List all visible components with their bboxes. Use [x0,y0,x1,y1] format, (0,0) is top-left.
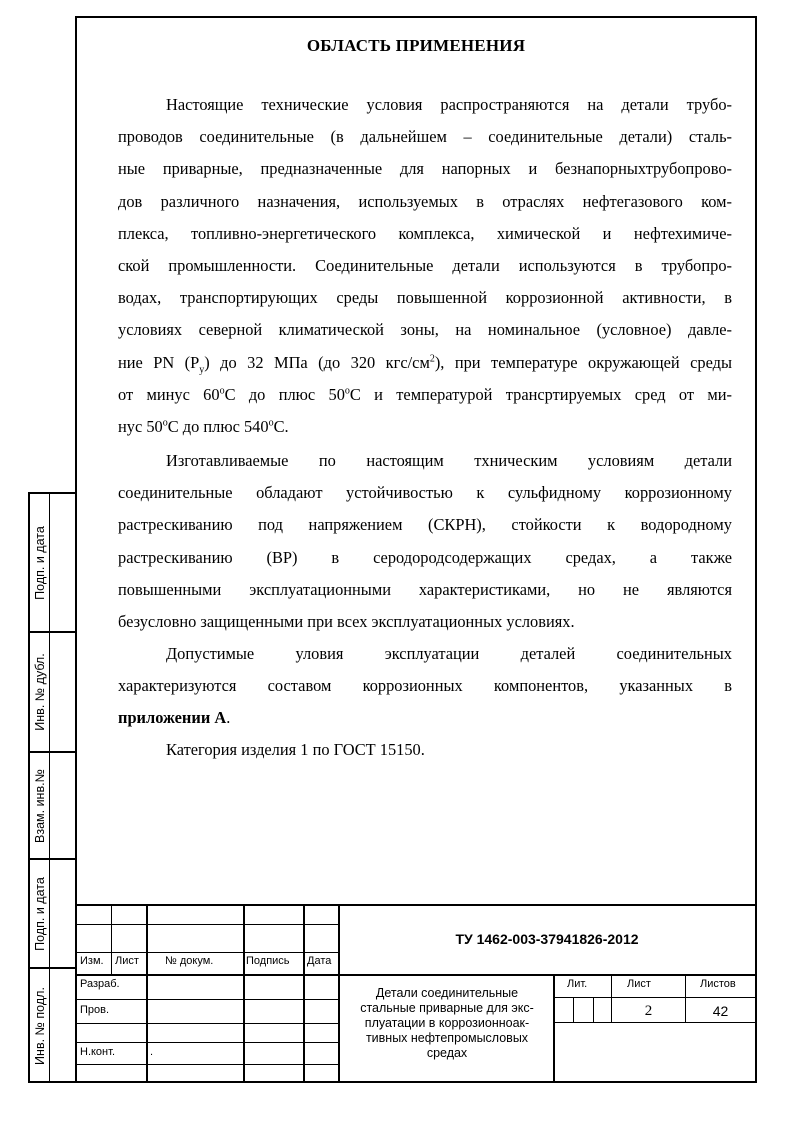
stamp-sheet-number: 2 [644,1003,653,1019]
text-line: Допустимые уловия эксплуатации деталей соединительных [166,644,732,663]
text-line: водах, транспортирующих среды повышенной коррозионной активности, в [118,288,732,308]
stamp-header-change: Изм. [80,955,104,967]
text-line: Настоящие технические условия распространяются на детали трубо- [166,95,732,114]
stamp-role-checked: Пров. [80,1004,110,1016]
text-line: приложении А. [118,708,231,728]
text-line: Категория изделия 1 по ГОСТ 15150. [166,740,425,759]
stamp-role-developed: Разраб. [80,978,120,990]
text-line: соединительные обладают устойчивостью к сульфидному коррозионному [118,483,732,503]
text-line: плекса, топливно-энергетического комплекса, химической и нефтехимиче- [118,223,732,243]
side-cell-replace-inv [30,751,77,858]
text-line: безусловно защищенными при всех эксплуатационных условиях. [118,612,575,632]
paragraph-scope [118,89,732,443]
paragraph-category [118,734,732,766]
text-line-temperature: от минус $60^оС$ до плюс $50^оС$ и температурой трансртируемых сред от ми- [118,384,732,404]
side-cell-sign-date-2 [30,858,77,967]
stamp-header-doc-number: № докум. [165,955,214,967]
side-label: Подп. и дата [32,876,47,951]
side-label: Инв. № дубл. [32,653,47,731]
side-label: Инв. № подл. [32,987,47,1065]
side-cell-orig-inv [30,967,77,1083]
stamp-header-date: Дата [307,955,332,967]
stamp-header-sheet: Лист [115,955,139,967]
paragraph-properties [118,445,732,638]
text-line: растрескиванию (ВР) в серодородсодержащих средах, а также [118,547,732,567]
side-label: Подп. и дата [32,525,47,600]
text-line: повышенными эксплуатационными характеристиками, но не являются [118,579,732,599]
text-line-pressure: ние PN $(P_у)$ до 32 МПа (до 320 кгс/$см^2$), при температуре окружающей среды [118,352,732,375]
side-cell-sign-date-1 [30,494,77,631]
product-description: Детали соединительные стальные приварные для экс- плуатации в коррозионноак- тивных нефтепромысловых средах [360,986,534,1060]
stamp-mark: . [150,1046,154,1058]
text-line: проводов соединительные (в дальнейшем – соединительные детали) сталь- [118,127,732,147]
document-code: ТУ 1462-003-37941826-2012 [455,931,639,947]
side-cell-dup-inv [30,631,77,751]
side-label: Взам. инв.№ [32,768,47,843]
text-line: характеризуются составом коррозионных компонентов, указанных в [118,676,732,696]
appendix-reference: приложении А [118,708,227,728]
text-line: ской промышленности. Соединительные детали используются в трубопро- [118,256,732,276]
stamp-sheets-label: Листов [700,978,736,990]
stamp-sheets-total: 42 [712,1003,729,1019]
text-line: дов различного назначения, используемых в отраслях нефтегазового ком- [118,191,732,211]
text-line: условиях северной климатической зоны, на номинальное (условное) давле- [118,320,732,340]
paragraph-conditions [118,638,732,735]
page-title: ОБЛАСТЬ ПРИМЕНЕНИЯ [306,36,526,55]
text-line: нус $50^оС$ до плюс $540^оС$. [118,417,289,437]
text-line: растрескиванию под напряжением (СКРН), стойкости к водородному [118,515,732,535]
stamp-header-signature: Подпись [246,955,290,967]
stamp-role-norm-control: Н.конт. [80,1046,116,1058]
side-stamp-column [28,492,77,1083]
text-line: Изготавливаемые по настоящим тхническим условиям детали [166,451,732,470]
text-line: ные приварные, предназначенные для напорных и безнапорныхтрубопрово- [118,159,732,179]
stamp-sheet-label: Лист [627,978,651,990]
title-block [77,904,755,1081]
stamp-lit-label: Лит. [567,978,588,990]
